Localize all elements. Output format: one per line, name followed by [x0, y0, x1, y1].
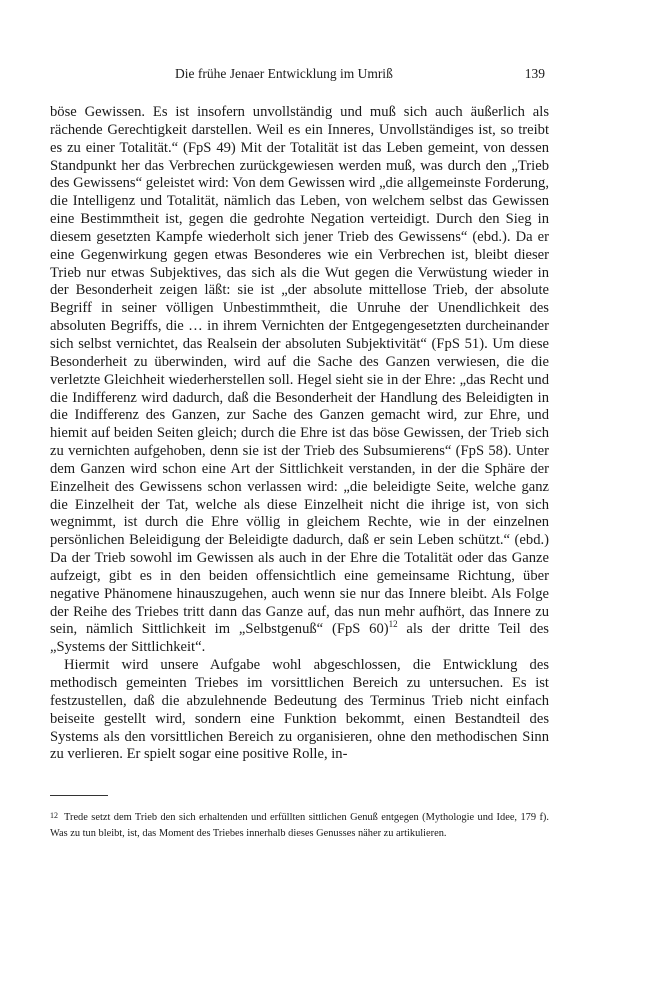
footnote-text: Trede setzt dem Trieb den sich erhaltenden und erfüllten sittlichen Genuß entgegen (Mythologie und Idee, 179 f). Was zu tun bleibt, ist, das Moment des Triebes innerhalb dieses Genusses näher zu artikulieren. — [50, 812, 549, 839]
paragraph: Hiermit wird unsere Aufgabe wohl abgeschlossen, die Entwicklung des methodisch gemeinten Triebes im vorsittlichen Bereich zu untersuchen. Es ist festzustellen, daß die abzulehnende Bedeutung des Terminus Trieb nicht einfach beiseite gestellt wird, sondern eine Funktion bekommt, einen Bestandteil des Systems als den vorsittlichen Bereich zu organisieren, ohne den methodischen Sinn zu verlieren. Er spielt sogar eine positive Rolle, in- — [50, 657, 549, 763]
running-title: Die frühe Jenaer Entwicklung im Umriß — [175, 66, 393, 81]
paragraph-tail: als der dritte Teil des „Systems der Sittlichkeit“. — [50, 621, 549, 656]
page-number: 139 — [524, 66, 545, 81]
running-header — [50, 66, 545, 84]
footnote — [50, 808, 549, 841]
footnote-marker: 12 — [50, 811, 58, 820]
paragraph — [50, 104, 549, 657]
footnote-divider — [50, 795, 108, 796]
footnote-reference: 12 — [388, 619, 398, 630]
paragraph-text: böse Gewissen. Es ist insofern unvollständig und muß sich auch äußerlich als rächende Gerechtigkeit darstellen. Weil es ein Inneres, Unvollständiges ist, so treibt es zu einer Totalität.“ (FpS 49) Mit der Totalität ist das Leben gemeint, von dessen Standpunkt her das Verbrechen zurückgewiesen werden muß, was durch den „Trieb des Gewissens“ geleistet wird: Von dem Gewissen wird „die allgemeinste Forderung, die Intelligenz und Totalität, nämlich das Leben, von welchem selbst das Gewissen eine Bestimmtheit ist, gegen die gedrohte Negation verteidigt. Durch den Sieg in diesem gesetzten Kampfe wiederholt sich jener Trieb des Gewissens“ (ebd.). Da er eine Gegenwirkung gegen etwas Besonderes wie ein Verbrechen ist, bleibt dieser Trieb nur etwas Subjektives, das sich als die Wut gegen die Verwüstung wieder in der Besonderheit zeigen läßt: sie ist „der absolute mittellose Trieb, der absolute Begriff in seiner völligen Unbestimmtheit, die Unruhe der Unendlichkeit des absoluten Begriffs, die … in ihrem Vernichten der Entgegengesetzten durcheinander sich selbst vernichtet, das Realsein der absoluten Subjektivität“ (FpS 51). Um diese Besonderheit zu überwinden, wird auf die Sache des Ganzen verwiesen, die die verletzte Gleichheit wiederherstellen soll. Hegel sieht sie in der Ehre: „das Recht und die Indifferenz wird dadurch, daß die Besonderheit der Handlung des Beleidigten in die Indifferenz des Ganzen, zur Sache des Ganzen gemacht wird, zur Ehre, und hiemit auf beiden Seiten gleich; durch die Ehre ist das böse Gewissen, der Trieb sich zu vernichten aufgehoben, denn sie ist der Trieb des Subsumierens“ (FpS 58). Unter dem Ganzen wird schon eine Art der Sittlichkeit verstanden, in der die Sphäre der Einzelheit des Gewissens schon verlassen wird: „die beleidigte Seite, welche ganz die Einzelheit der Tat, welche als diese Einzelheit nicht die ihrige ist, von sich wegnimmt, ist durch die Ehre völlig in gleichem Rechte, wie in der einzelnen persönlichen Beleidigung der Beleidigte dadurch, daß er sein Leben schützt.“ (ebd.) Da der Trieb sowohl im Gewissen als auch in der Ehre die Totalität oder das Ganze aufzeigt, gibt es in den beiden offensichtlich eine gemeinsame Richtung, über negative Phänomene hinauszugehen, auch wenn sie nur das Innere bleibt. Als Folge der Reihe des Triebes tritt dann das Ganze auf, das nun mehr aufhört, das Innere zu sein, nämlich Sittlichkeit im „Selbstgenuß“ (FpS 60) — [50, 104, 549, 638]
body-text — [50, 104, 549, 764]
